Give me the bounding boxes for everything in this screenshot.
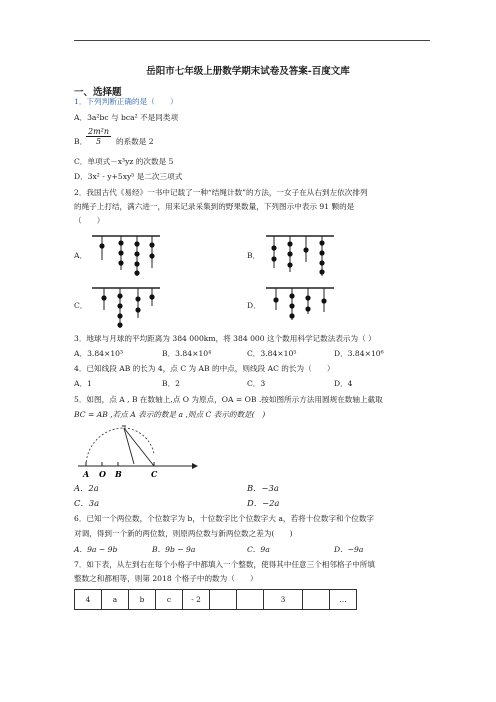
q4-option-b: B．2 <box>162 379 181 388</box>
grid-cell: a <box>102 590 129 610</box>
q6-option-a: A．9a − 9b <box>74 545 118 554</box>
q3-option-a: A．3.84×10³ <box>74 349 124 358</box>
q4-stem: 4．已知线段 AB 的长为 4，点 C 为 AB 的中点，则线段 AC 的长为（ ） <box>74 364 335 373</box>
point-c-label: C <box>151 469 158 479</box>
knot-rope-figure-d <box>262 284 338 332</box>
q6-option-d: D．−9a <box>334 545 364 554</box>
grid-cell <box>210 590 237 610</box>
q6-stem-line1: 6．已知一个两位数，个位数字为 b，十位数字比个位数字大 a，若将十位数字和个位数字 <box>74 514 375 523</box>
q3-option-c: C．3.84×10⁵ <box>247 349 297 358</box>
q5-stem-line1: 5．如图，点 A , B 在数轴上,点 O 为原点，OA = OB .按如图所示方法用圆规在数轴上截取 <box>74 395 383 404</box>
q6-option-c: C．9a <box>247 545 270 554</box>
q3-option-b: B．3.84×10⁴ <box>162 349 212 358</box>
knot-rope-figure-b <box>262 232 338 280</box>
q1-stem: 1．下列判断正确的是（ ） <box>74 97 178 106</box>
q1-option-b-fraction <box>86 127 111 146</box>
q5-option-c: C．3a <box>74 498 100 508</box>
q5-option-b: B．−3a <box>247 483 279 493</box>
q1-option-c: C．单项式－x³yz 的次数是 5 <box>74 157 174 166</box>
q2-option-a-label: A． <box>74 251 88 260</box>
q2-option-c-label: C． <box>74 301 88 310</box>
q3-option-d: D．3.84×10⁶ <box>334 349 384 358</box>
number-grid-table <box>74 589 357 610</box>
q6-stem-line2: 对调，得到一个新的两位数，则原两位数与新两位数之差为( ) <box>74 529 293 538</box>
compass-number-line-figure <box>76 424 200 480</box>
q1-option-d: D．3x² - y+5xy⁵ 是二次三项式 <box>74 172 183 181</box>
q1-option-a: A．3a²bc 与 bca² 不是同类项 <box>74 113 179 122</box>
header-rule <box>74 40 430 41</box>
q2-stem-line3: （ ） <box>74 216 105 225</box>
q2-option-b-label: B． <box>247 251 261 260</box>
grid-cell <box>303 590 330 610</box>
q2-stem-line1: 2．我国古代《易经》一书中记载了一种“结绳计数”的方法，一女子在从右到左依次排列 <box>74 188 368 197</box>
q6-option-b: B．9b − 9a <box>152 545 196 554</box>
q7-stem-line2: 整数之和都相等，则第 2018 个格子中的数为（ ） <box>74 574 258 583</box>
knot-rope-figure-c <box>88 284 164 332</box>
section-heading: 一、选择题 <box>74 87 122 98</box>
q1-option-b-text: 的系数是 2 <box>116 137 154 146</box>
grid-cell: 4 <box>75 590 102 610</box>
grid-cell: 3 <box>264 590 303 610</box>
q2-stem-line2: 的绳子上打结，满六进一，用来记录采集到的野果数量，下列图示中表示 91 颗的是 <box>74 202 355 211</box>
q1-option-b-label: B． <box>74 137 88 146</box>
q7-stem-line1: 7．如下表，从左到右在每个小格子中都填入一个整数，使得其中任意三个相邻格子中所填 <box>74 560 375 569</box>
grid-cell: - 2 <box>183 590 210 610</box>
point-a-label: A <box>83 469 90 479</box>
knot-rope-figure-a <box>88 232 164 280</box>
fraction-numerator: 2m²n <box>88 127 110 136</box>
q4-option-c: C．3 <box>247 379 266 388</box>
grid-cell: b <box>129 590 156 610</box>
point-b-label: B <box>115 469 122 479</box>
grid-cell: c <box>156 590 183 610</box>
q5-option-a: A．2a <box>74 483 99 493</box>
q4-option-d: D．4 <box>334 379 353 388</box>
grid-cell <box>237 590 264 610</box>
q2-option-d-label: D． <box>247 301 261 310</box>
page-title: 岳阳市七年级上册数学期末试卷及答案-百度文库 <box>146 66 350 77</box>
q5-option-d: D．−2a <box>247 498 280 508</box>
q4-option-a: A．1 <box>74 379 92 388</box>
fraction-denominator: 5 <box>95 137 102 146</box>
q3-stem: 3．地球与月球的平均距离为 384 000km，将 384 000 这个数用科学记数法表示为（ ） <box>74 334 376 343</box>
grid-cell: … <box>330 590 357 610</box>
point-o-label: O <box>99 469 106 479</box>
table-row <box>75 590 357 610</box>
q5-stem-line2: BC = AB ,若点 A 表示的数是 a ,则点 C 表示的数是( ) <box>74 410 266 419</box>
